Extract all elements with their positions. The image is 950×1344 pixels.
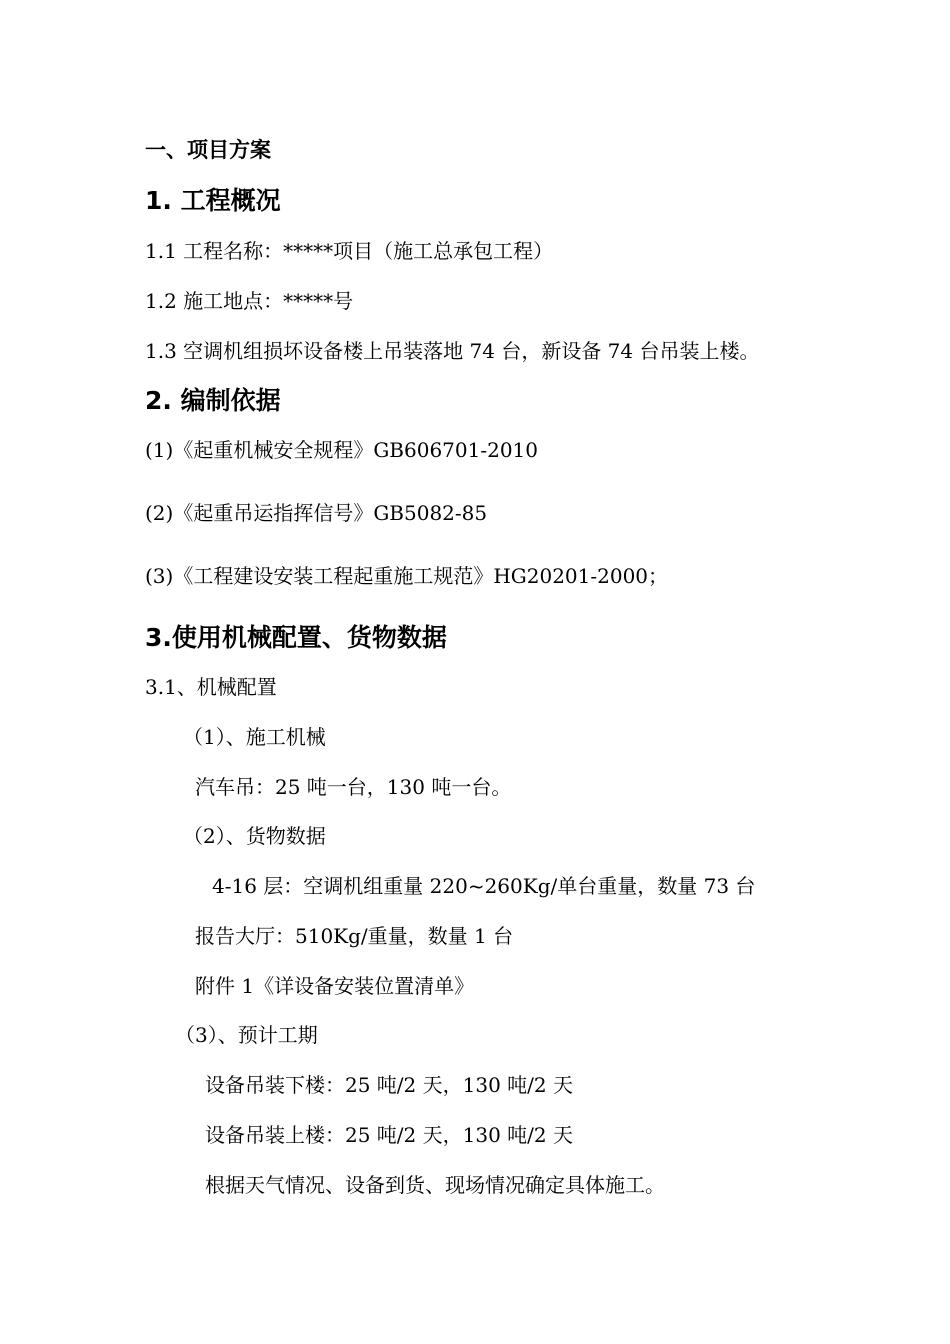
section-1-title: 1. 工程概况 (145, 186, 281, 215)
schedule-item-2: 设备吊装上楼：25 吨/2 天，130 吨/2 天 (205, 1123, 573, 1147)
cargo-item-3: 附件 1《详设备安装位置清单》 (195, 974, 475, 998)
machinery-value: 汽车吊：25 吨一台，130 吨一台。 (195, 775, 512, 799)
schedule-label: （3）、预计工期 (175, 1023, 318, 1047)
section-3-title: 3.使用机械配置、货物数据 (145, 623, 447, 652)
cargo-label: （2）、货物数据 (183, 824, 326, 848)
reference-item-1: (1)《起重机械安全规程》GB606701-2010 (145, 438, 539, 462)
section-1-item-1: 1.1 工程名称：*****项目（施工总承包工程） (145, 239, 554, 263)
cargo-item-1: 4-16 层：空调机组重量 220~260Kg/单台重量，数量 73 台 (212, 874, 756, 898)
reference-item-2: (2)《起重吊运指挥信号》GB5082-85 (145, 501, 488, 525)
reference-item-3: (3)《工程建设安装工程起重施工规范》HG20201-2000； (145, 564, 669, 588)
machinery-label: （1）、施工机械 (183, 725, 326, 749)
section-2-title: 2. 编制依据 (145, 386, 281, 415)
cargo-item-2: 报告大厅：510Kg/重量，数量 1 台 (195, 924, 514, 948)
main-heading: 一、项目方案 (145, 138, 271, 162)
schedule-item-1: 设备吊装下楼：25 吨/2 天，130 吨/2 天 (205, 1073, 573, 1097)
schedule-item-3: 根据天气情况、设备到货、现场情况确定具体施工。 (205, 1173, 665, 1197)
section-3-1-title: 3.1、机械配置 (145, 675, 277, 699)
section-1-item-2: 1.2 施工地点：*****号 (145, 289, 354, 313)
section-1-item-3: 1.3 空调机组损坏设备楼上吊装落地 74 台，新设备 74 台吊装上楼。 (145, 339, 760, 363)
